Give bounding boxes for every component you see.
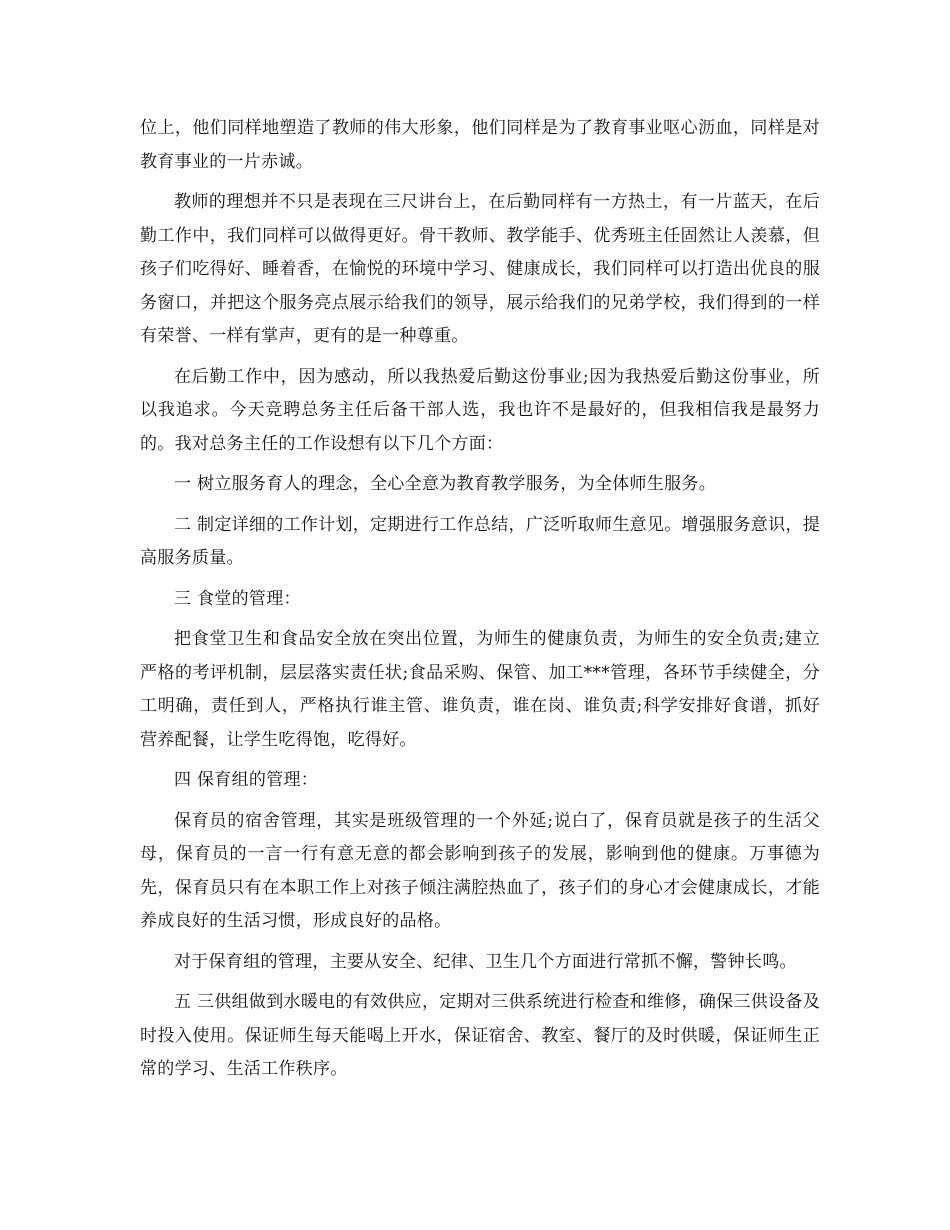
paragraph-10: 对于保育组的管理，主要从安全、纪律、卫生几个方面进行常抓不懈，警钟长鸣。 (174, 951, 797, 972)
paragraph-4: 一 树立服务育人的理念，全心全意为教育教学服务，为全体师生服务。 (174, 474, 717, 494)
paragraph-9: 保育员的宿舍管理，其实是班级管理的一个外延;说白了，保育员就是孩子的生活父母，保育员的一言一行有意无意的都会影响到孩子的发展，影响到他的健康。万事德为先，保育员只有在本职工作上对孩子倾注满腔热血了，孩子们的身心才会健康成长，才能养成良好的生活习惯，形成良好的品格。 (140, 810, 820, 931)
paragraph-3: 在后勤工作中，因为感动，所以我热爱后勤这份事业;因为我热爱后勤这份事业，所以我追求。今天竞聘总务主任后备干部人选，我也许不是最好的，但我相信我是最努力的。我对总务主任的工作设想有以下几个方面： (140, 366, 820, 454)
paragraph-1: 位上，他们同样地塑造了教师的伟大形象，他们同样是为了教育事业呕心沥血，同样是对教育事业的一片赤诚。 (140, 118, 820, 172)
paragraph-5: 二 制定详细的工作计划，定期进行工作总结，广泛听取师生意见。增强服务意识，提高服务质量。 (140, 514, 820, 568)
paragraph-11: 五 三供组做到水暖电的有效供应，定期对三供系统进行检查和维修，确保三供设备及时投入使用。保证师生每天能喝上开水，保证宿舍、教室、餐厅的及时供暖，保证师生正常的学习、生活工作秩序。 (140, 992, 820, 1079)
paragraph-8: 四 保育组的管理： (174, 770, 319, 790)
document-body (140, 112, 820, 1094)
paragraph-2: 教师的理想并不只是表现在三尺讲台上，在后勤同样有一方热土，有一片蓝天，在后勤工作中，我们同样可以做得更好。骨干教师、教学能手、优秀班主任固然让人羡慕，但孩子们吃得好、睡着香，在愉悦的环境中学习、健康成长，我们同样可以打造出优良的服务窗口，并把这个服务亮点展示给我们的领导，展示给我们的兄弟学校，我们得到的一样有荣誉、一样有掌声，更有的是一种尊重。 (140, 192, 820, 346)
paragraph-7: 把食堂卫生和食品安全放在突出位置，为师生的健康负责，为师生的安全负责;建立严格的考评机制，层层落实责任状;食品采购、保管、加工***管理，各环节手续健全，分工明确，责任到人，严格执行谁主管、谁负责，谁在岗、谁负责;科学安排好食谱，抓好营养配餐，让学生吃得饱，吃得好。 (140, 629, 820, 750)
paragraph-6: 三 食堂的管理： (174, 588, 301, 609)
